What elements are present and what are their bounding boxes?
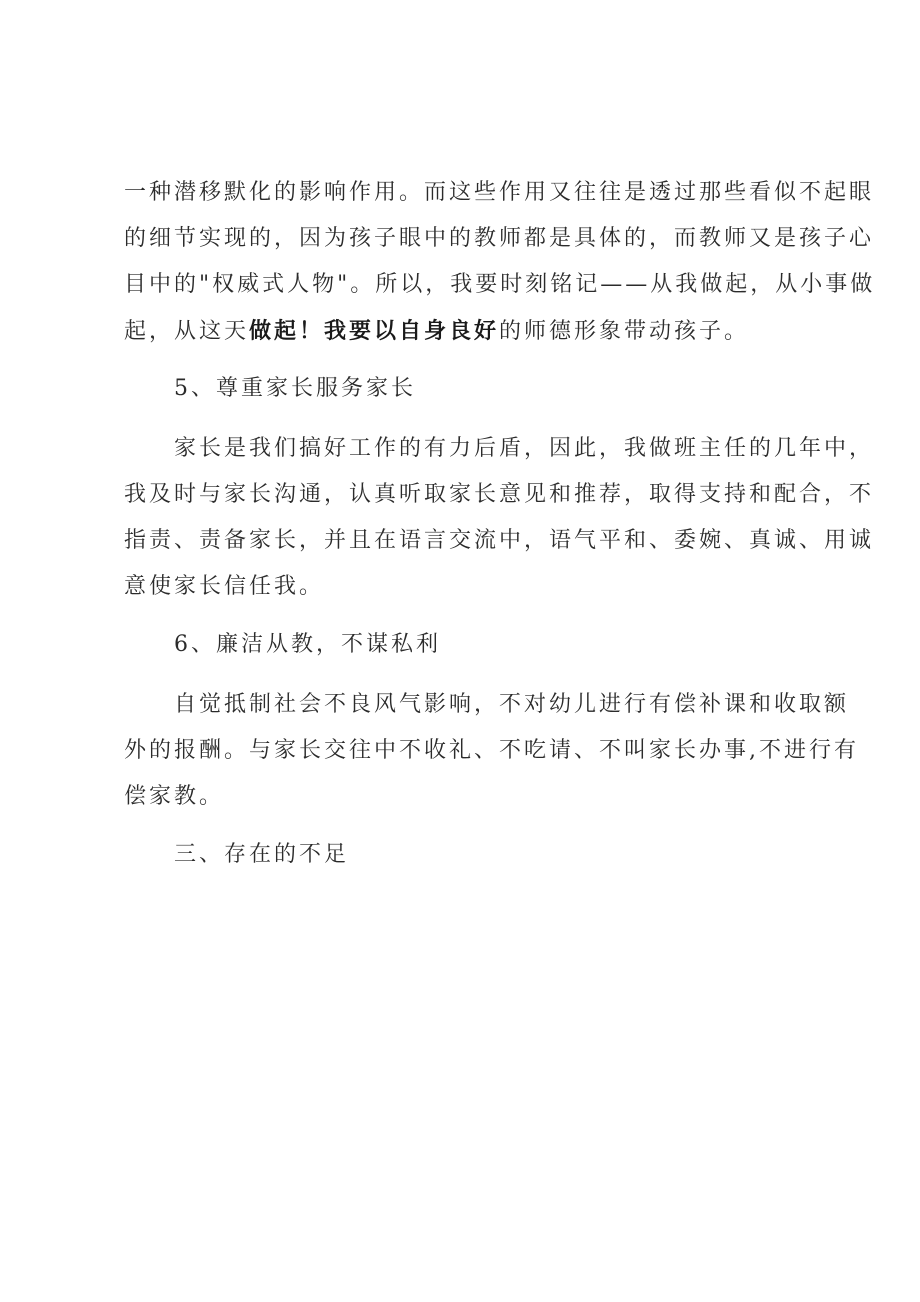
text-line: 偿家教。 — [124, 784, 225, 809]
text-line: 一种潜移默化的影响作用。而这些作用又往往是透过那些看似不起眼 — [124, 180, 875, 205]
text-line — [124, 308, 824, 354]
section-heading-integrity: 6、廉洁从教，不谋私利 — [174, 632, 441, 657]
text-fragment: 起，从这天 — [124, 319, 250, 344]
text-line: 我及时与家长沟通，认真听取家长意见和推荐，取得支持和配合，不 — [124, 482, 875, 507]
text-line: 的细节实现的，因为孩子眼中的教师都是具体的，而教师又是孩子心 — [124, 226, 875, 251]
text-line: 意使家长信任我。 — [124, 574, 325, 599]
text-line: 目中的"权威式人物"。所以，我要时刻铭记——从我做起，从小事做 — [124, 272, 876, 297]
text-line: 家长是我们搞好工作的有力后盾，因此，我做班主任的几年中， — [174, 436, 875, 461]
paragraph-parents — [124, 426, 875, 610]
section-heading-respect-parents: 5、尊重家长服务家长 — [174, 376, 416, 401]
text-line: 外的报酬。与家长交往中不收礼、不吃请、不叫家长办事,不进行有 — [124, 738, 859, 763]
paragraph-teacher-example — [124, 170, 876, 354]
document-body — [124, 170, 876, 878]
text-line: 自觉抵制社会不良风气影响，不对幼儿进行有偿补课和收取额 — [174, 692, 850, 717]
paragraph-integrity — [124, 682, 859, 820]
text-fragment: 的师德形象带动孩子。 — [499, 319, 750, 344]
text-line: 指责、责备家长，并且在语言交流中，语气平和、委婉、真诚、用诚 — [124, 528, 875, 553]
bold-text-fragment: 做起！我要以自身良好 — [249, 318, 500, 344]
section-heading-shortcomings: 三、存在的不足 — [174, 842, 350, 867]
